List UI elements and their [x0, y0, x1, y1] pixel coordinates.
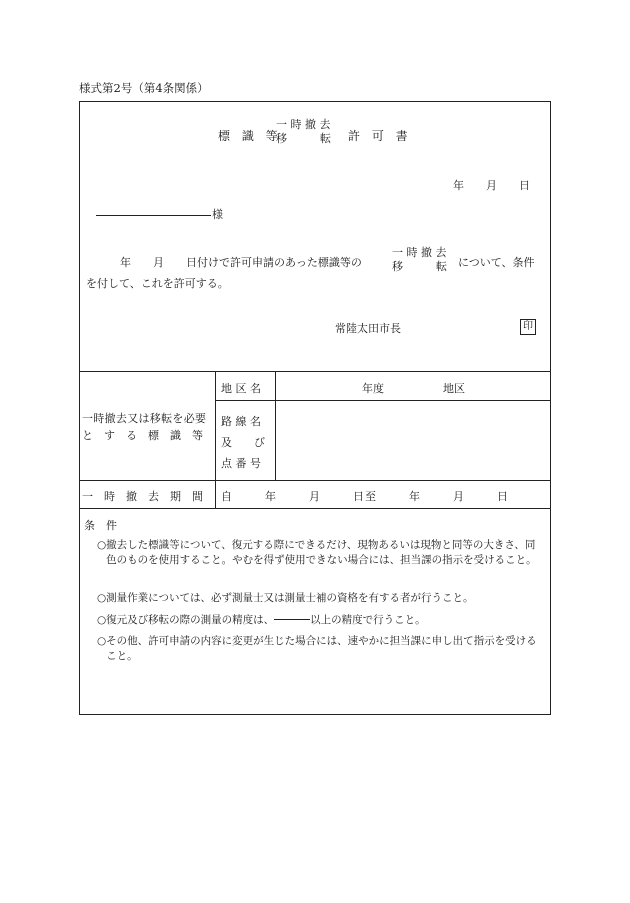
removal-period-label: 一 時 撤 去 期 間 — [82, 490, 203, 503]
period-to-label: 至 — [365, 490, 376, 503]
district-field: 地区 — [443, 382, 465, 395]
title-prefix: 標 識 等 — [218, 129, 282, 143]
title-option-temporary-removal: 一 時 撤 去 — [276, 118, 331, 131]
period-from-label: 自 — [221, 490, 232, 503]
table-col-divider-1 — [215, 371, 216, 508]
form-number-label: 様式第2号（第4条関係） — [79, 81, 209, 95]
condition-text-after: 以上の精度で行うこと。 — [310, 614, 426, 626]
issue-date-line: 年 月 日 — [453, 179, 530, 192]
route-and-label: 及 び — [221, 436, 265, 449]
title-option-relocation: 移 転 — [276, 132, 331, 145]
condition-text: その他、許可申請の内容に変更が生じた場合には、速やかに担当課に申し出て指示を受けること。 — [106, 635, 537, 662]
district-name-label: 地 区 名 — [221, 382, 261, 395]
body-line-2: を付して、これを許可する。 — [86, 277, 229, 290]
issuer-name: 常陸太田市長 — [335, 322, 401, 335]
body-option-stack — [392, 246, 447, 274]
condition-bullet: ○ — [97, 614, 107, 626]
condition-item-3 — [97, 613, 542, 628]
condition-item-2 — [97, 591, 542, 606]
condition-text: 撤去した標識等について、復元する際にできるだけ、現物あるいは現物と同等の大きさ、同色のものを使用すること。やむを得ず使用できない場合には、担当課の指示を受けること。 — [106, 539, 537, 566]
recipient-suffix: 様 — [212, 208, 223, 221]
body-option-relocation: 移 転 — [392, 260, 447, 273]
condition-bullet: ○ — [97, 635, 107, 647]
condition-text — [106, 613, 542, 628]
table-bottom-border — [79, 508, 551, 509]
title-option-stack — [276, 118, 331, 146]
seal-stamp-box: 印 — [520, 319, 536, 335]
target-sign-label-line1: 一時撤去又は移転を必要 — [82, 412, 207, 425]
fiscal-year-field: 年度 — [362, 382, 384, 395]
point-number-label: 点 番 号 — [221, 457, 261, 470]
precision-blank-line — [274, 619, 310, 620]
body-date-part: 年 月 日付けで許可申請のあった標識等の — [120, 256, 362, 269]
conditions-heading: 条 件 — [84, 519, 117, 532]
table-col-divider-2 — [275, 371, 276, 480]
period-to-date: 年 月 日 — [409, 490, 508, 503]
condition-item-1 — [97, 538, 542, 568]
condition-text: 測量作業については、必ず測量士又は測量士補の資格を有する者が行うこと。 — [106, 592, 474, 604]
period-from-date: 年 月 日 — [265, 490, 364, 503]
body-after-options: について、条件 — [458, 256, 535, 269]
target-sign-label-line2: と す る 標 識 等 — [82, 429, 203, 442]
table-divider-district — [215, 400, 551, 401]
table-divider-period — [79, 480, 551, 481]
condition-text-before: 復元及び移転の際の測量の精度は、 — [106, 614, 275, 626]
condition-bullet: ○ — [97, 539, 107, 551]
body-option-temporary-removal: 一 時 撤 去 — [392, 246, 447, 259]
recipient-name-line — [96, 215, 211, 216]
title-suffix: 許 可 書 — [348, 129, 412, 143]
table-top-border — [79, 371, 551, 372]
condition-bullet: ○ — [97, 592, 107, 604]
condition-item-4 — [97, 634, 542, 664]
route-name-label: 路 線 名 — [221, 415, 261, 428]
